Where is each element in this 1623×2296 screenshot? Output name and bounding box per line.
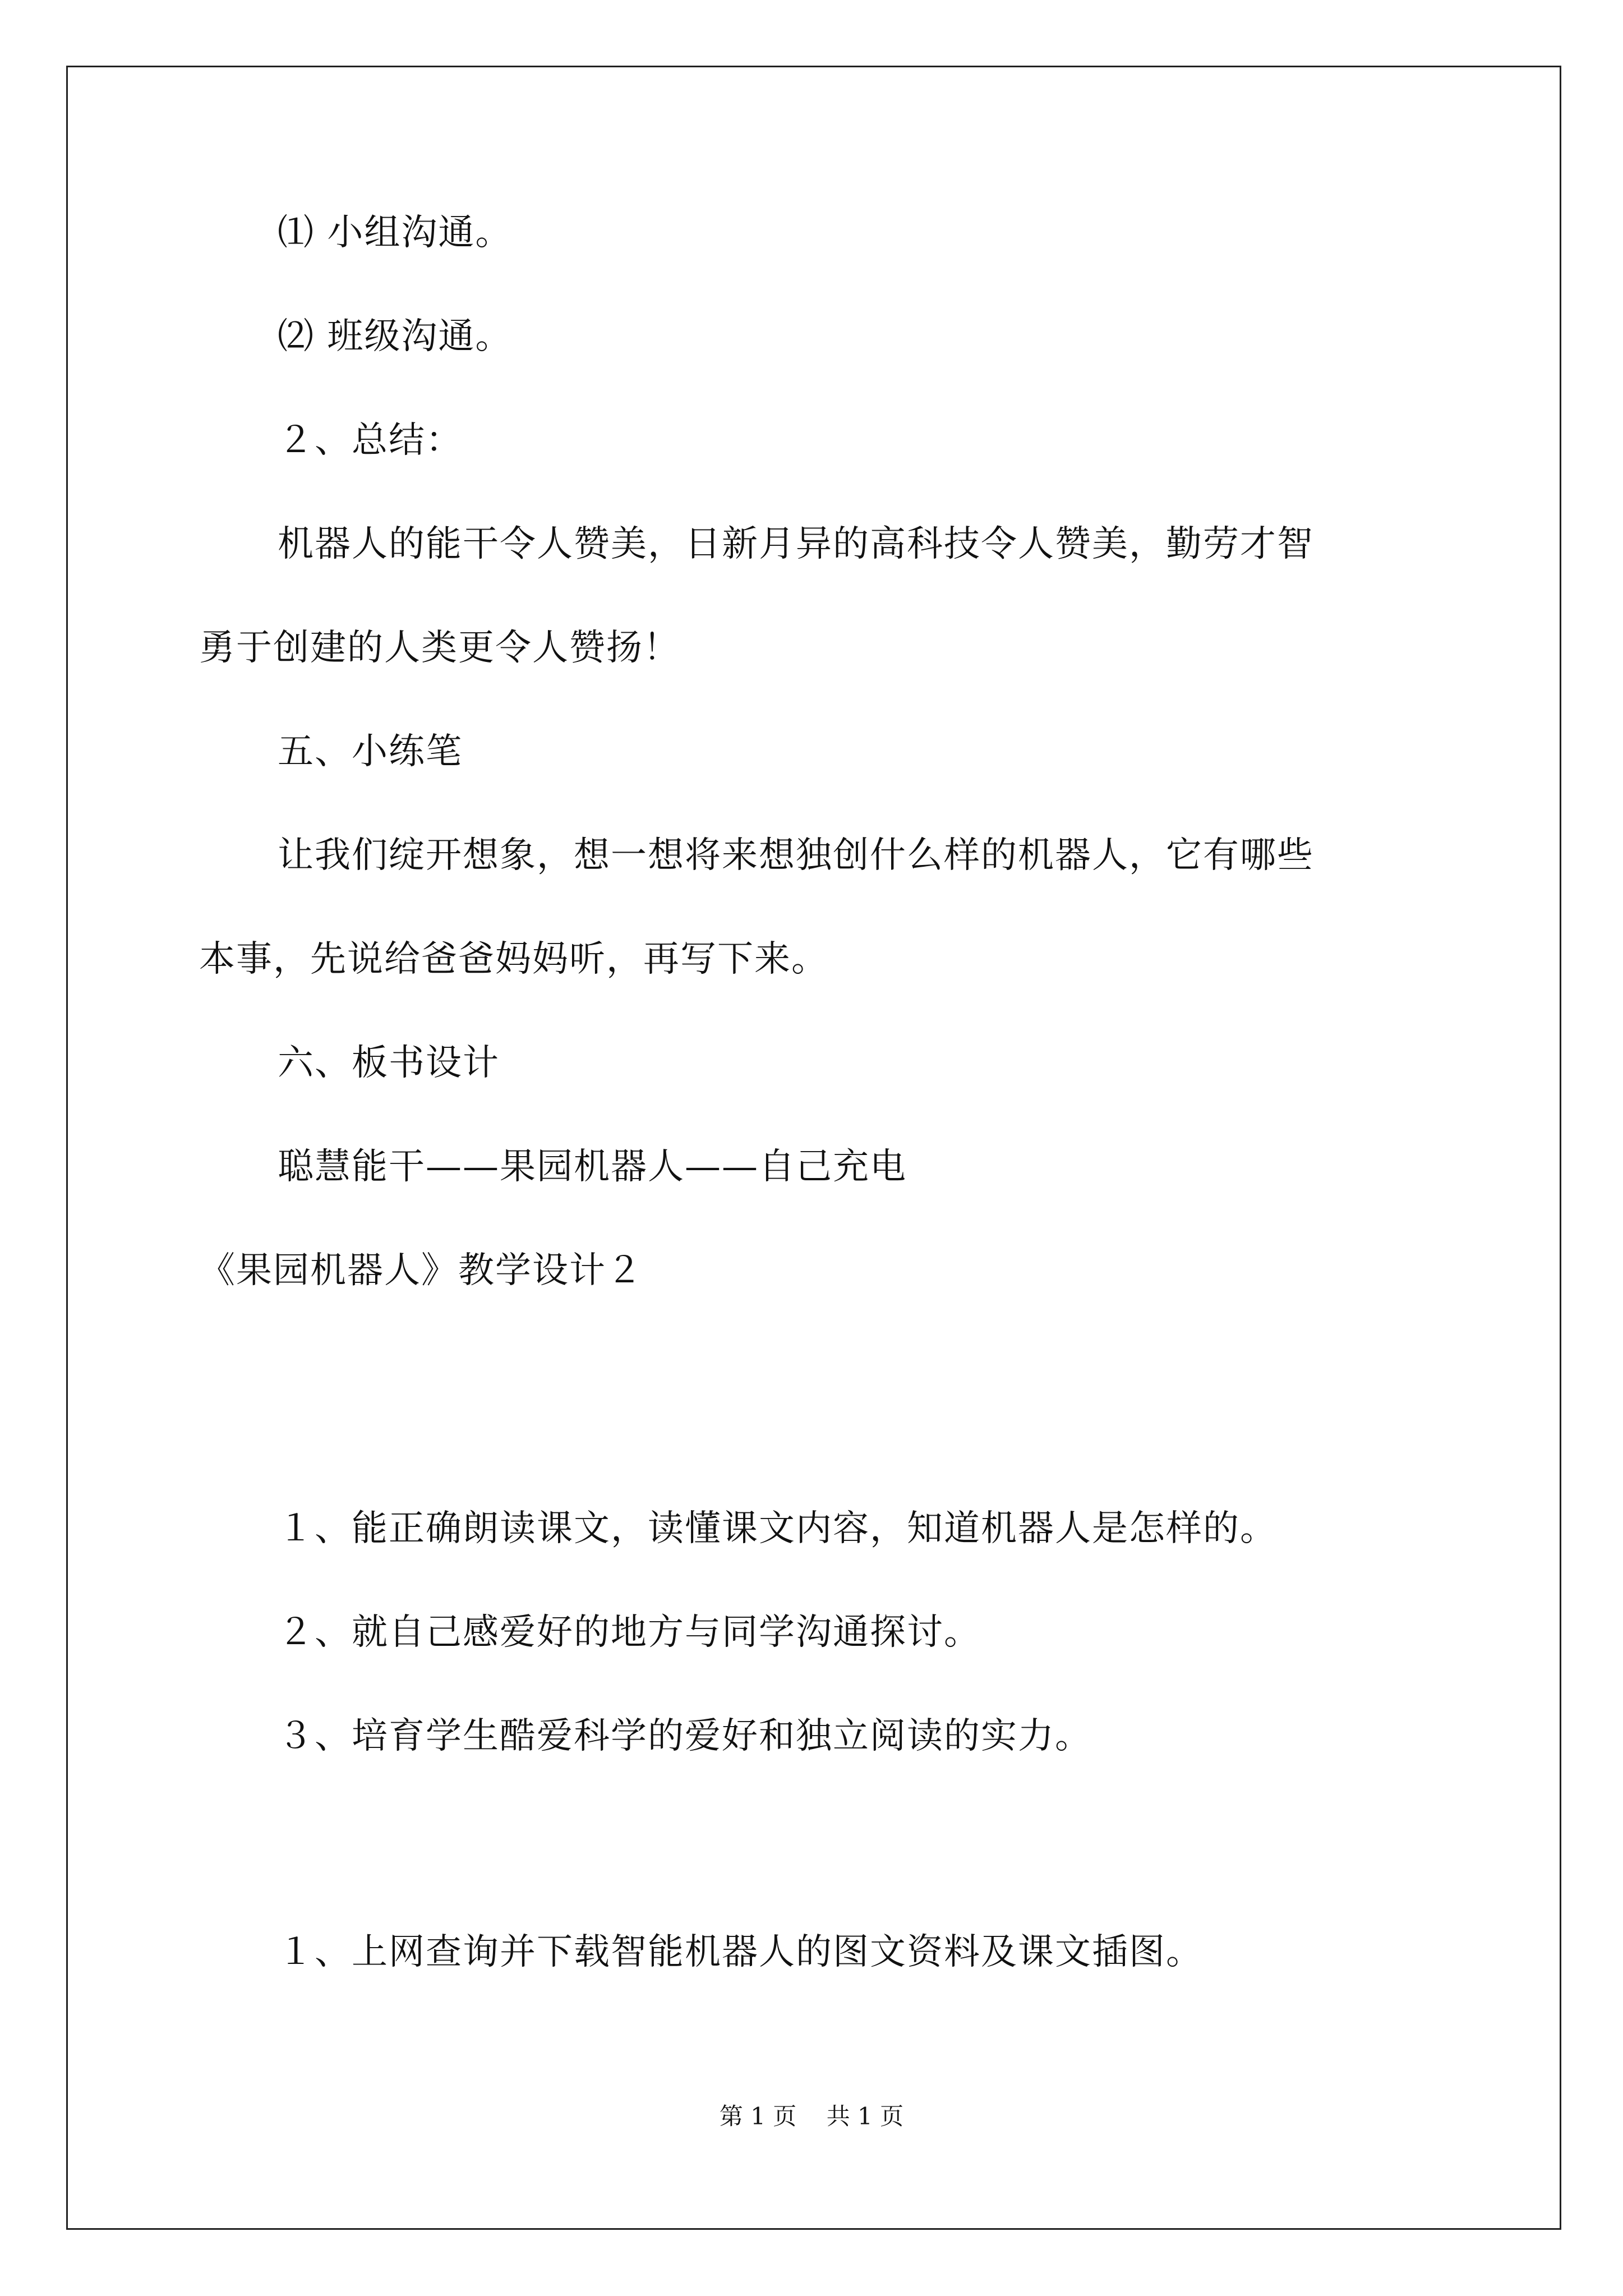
list-item: ２、就自己感爱好的地方与同学沟通探讨。 [278, 1612, 981, 1653]
list-item: １、能正确朗读课文，读懂课文内容，知道机器人是怎样的。 [278, 1508, 1277, 1549]
paragraph-line: 机器人的能干令人赞美，日新月异的高科技令人赞美，勤劳才智 [278, 523, 1314, 565]
page-number-footer: 第 1 页 共 1 页 [719, 2102, 904, 2130]
document-title: 《果园机器人》教学设计２ [199, 1250, 643, 1291]
section-heading: 六、板书设计 [278, 1042, 500, 1084]
paragraph-line: 本事，先说给爸爸妈妈听，再写下来。 [199, 938, 828, 980]
paragraph-line: 让我们绽开想象，想一想将来想独创什么样的机器人，它有哪些 [278, 835, 1314, 876]
list-item: １、上网查询并下载智能机器人的图文资料及课文插图。 [278, 1931, 1203, 1973]
paragraph-line: 聪慧能干——果园机器人——自己充电 [278, 1146, 907, 1188]
paragraph-line: ⑵ 班级沟通。 [278, 316, 513, 357]
paragraph-line: ⑴ 小组沟通。 [278, 212, 513, 254]
list-item: ３、培育学生酷爱科学的爱好和独立阅读的实力。 [278, 1715, 1092, 1757]
paragraph-line: 勇于创建的人类更令人赞扬！ [199, 627, 680, 669]
section-heading: ２、总结： [278, 420, 463, 461]
section-heading: 五、小练笔 [278, 731, 463, 772]
